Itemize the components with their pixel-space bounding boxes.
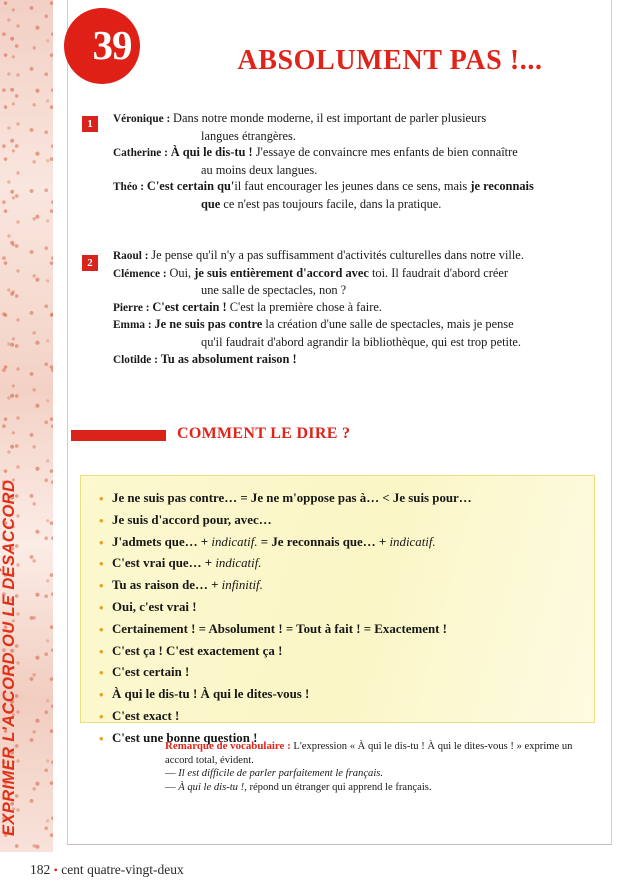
chapter-number-text: 39 bbox=[92, 22, 132, 68]
remark-example-italic: Il est difficile de parler parfaitement le français. bbox=[178, 768, 384, 780]
vocabulary-remark-body: L'expression « À qui le dis-tu ! À qui le dites-vous ! » exprime un accord total, évident. bbox=[165, 741, 573, 766]
grammar-term: indicatif. bbox=[389, 534, 436, 549]
expression-text: = Je reconnais que… + bbox=[257, 534, 390, 549]
dialogue-line-continuation bbox=[113, 334, 593, 351]
dialogue-line-continuation bbox=[113, 282, 593, 299]
dialogue-text: Dans notre monde moderne, il est important de parler plusieurs bbox=[173, 111, 487, 125]
expression-text: C'est certain ! bbox=[112, 665, 190, 680]
expression-item bbox=[99, 488, 594, 510]
dialogue-speaker-name: Catherine : bbox=[113, 147, 171, 160]
footer-page-number: 182 bbox=[30, 862, 51, 877]
expression-item bbox=[99, 532, 594, 554]
dialogue-text: ce n'est pas toujours facile, dans la pratique. bbox=[220, 196, 442, 211]
grammar-term: infinitif. bbox=[221, 578, 263, 593]
expression-text: Oui, c'est vrai ! bbox=[112, 599, 197, 614]
remark-example-plain: , répond un étranger qui apprend le français. bbox=[244, 781, 432, 793]
dialogue-lines bbox=[113, 110, 593, 213]
dialogue-line bbox=[113, 178, 593, 196]
remark-example-line bbox=[165, 767, 595, 781]
dialogue-speaker-name: Clotilde : bbox=[113, 353, 161, 366]
dialogue-text: une salle de spectacles, non ? bbox=[201, 283, 347, 298]
dialogue-text: qu'il faudrait d'abord agrandir la bibliothèque, qui est trop petite. bbox=[201, 334, 521, 349]
dialogue-text-emphasis: que bbox=[201, 196, 221, 211]
expression-item bbox=[99, 553, 594, 575]
page-footer bbox=[30, 862, 184, 878]
expression-text: Je ne suis pas contre… = Je ne m'oppose pas à… < Je suis pour… bbox=[112, 491, 472, 505]
section-title: COMMENT LE DIRE ? bbox=[177, 425, 351, 442]
dialogue-text-emphasis: À qui le dis-tu ! bbox=[170, 145, 253, 160]
expression-item bbox=[99, 684, 594, 706]
dialogue-line bbox=[113, 110, 593, 128]
page-title: ABSOLUMENT PAS !... bbox=[237, 44, 543, 76]
dialogue-text-emphasis: je suis entièrement d'accord avec bbox=[194, 265, 369, 280]
expression-text: Je suis d'accord pour, avec… bbox=[112, 512, 272, 527]
vocabulary-remark-title: Remarque de vocabulaire : bbox=[165, 740, 291, 752]
dialogue-speaker-name: Raoul : bbox=[113, 250, 152, 262]
dialogue-line-continuation bbox=[113, 162, 593, 179]
expression-item bbox=[99, 641, 594, 663]
expression-item bbox=[99, 597, 594, 619]
expression-text: C'est exact ! bbox=[112, 708, 180, 723]
dialogue-text: il faut encourager les jeunes dans ce sens, mais bbox=[234, 179, 471, 194]
dialogue-text-emphasis: C'est certain ! bbox=[152, 299, 227, 314]
dialogue-line bbox=[113, 299, 593, 317]
dialogue-speaker-name: Emma : bbox=[113, 319, 155, 332]
dialogue-line-continuation bbox=[113, 128, 593, 145]
footer-separator-dot: • bbox=[53, 863, 58, 877]
dialogue-text-emphasis: je reconnais bbox=[470, 179, 534, 194]
dialogue-line bbox=[113, 351, 593, 369]
dialogue-number-badge: 2 bbox=[82, 255, 98, 271]
dialogue-text: Oui, bbox=[169, 265, 195, 280]
dialogue-lines bbox=[113, 247, 593, 368]
vocabulary-remark-examples bbox=[165, 767, 595, 794]
dialogue-text: J'essaye de convaincre mes enfants de bien connaître bbox=[252, 145, 518, 160]
grammar-term: indicatif. bbox=[215, 556, 262, 571]
expression-list-box bbox=[80, 475, 595, 745]
expression-item bbox=[99, 662, 594, 684]
expression-item bbox=[99, 619, 594, 641]
dialogue-text-emphasis: C'est certain qu' bbox=[146, 179, 235, 194]
expression-item bbox=[99, 510, 594, 532]
dialogue-line bbox=[113, 265, 593, 283]
vocabulary-remark bbox=[165, 740, 595, 794]
remark-example-line bbox=[165, 781, 595, 795]
expression-item bbox=[99, 575, 594, 597]
vertical-section-tab bbox=[0, 0, 53, 852]
dialogue-line-continuation bbox=[113, 196, 593, 213]
dialogue-text: Je pense qu'il n'y a pas suffisamment d'activités culturelles dans notre ville. bbox=[151, 248, 524, 262]
dialogue-line bbox=[113, 144, 593, 162]
expression-text: Tu as raison de… + bbox=[112, 578, 222, 593]
dialogue-number-badge: 1 bbox=[82, 116, 98, 132]
expression-item bbox=[99, 706, 594, 728]
expression-text: À qui le dis-tu ! À qui le dites-vous ! bbox=[112, 687, 310, 702]
dialogue-speaker-name: Théo : bbox=[113, 181, 147, 194]
grammar-term: indicatif. bbox=[211, 534, 258, 549]
section-accent-bar bbox=[71, 430, 166, 441]
dialogue-speaker-name: Clémence : bbox=[113, 267, 170, 280]
expression-text: Certainement ! = Absolument ! = Tout à fait ! = Exactement ! bbox=[112, 621, 447, 636]
expression-text: J'admets que… + bbox=[112, 534, 212, 549]
dialogue-text-emphasis: Je ne suis pas contre bbox=[154, 317, 263, 332]
dialogue-text: la création d'une salle de spectacles, mais je pense bbox=[262, 317, 514, 332]
dialogue-text: langues étrangères. bbox=[201, 128, 296, 143]
remark-example-italic: À qui le dis-tu ! bbox=[178, 781, 245, 793]
remark-example-dash: — bbox=[165, 768, 179, 780]
dialogue-line bbox=[113, 247, 593, 265]
footer-page-words: cent quatre-vingt-deux bbox=[61, 862, 184, 877]
dialogue-text: toi. Il faudrait d'abord créer bbox=[368, 265, 508, 280]
dialogue-speaker-name: Pierre : bbox=[113, 301, 153, 314]
dialogue-text-emphasis: Tu as absolument raison ! bbox=[160, 351, 297, 366]
dialogue-line bbox=[113, 316, 593, 334]
dialogue-text: C'est la première chose à faire. bbox=[226, 299, 382, 314]
vertical-section-label: EXPRIMER L'ACCORD OU LE DÉSACCORD bbox=[0, 479, 18, 836]
expression-text: C'est une bonne question ! bbox=[112, 730, 258, 745]
expression-text: C'est vrai que… + bbox=[112, 556, 216, 571]
dialogue-text: au moins deux langues. bbox=[201, 162, 318, 177]
expression-text: C'est ça ! C'est exactement ça ! bbox=[112, 643, 283, 658]
dialogue-speaker-name: Véronique : bbox=[113, 113, 174, 125]
remark-example-dash: — bbox=[165, 781, 179, 793]
